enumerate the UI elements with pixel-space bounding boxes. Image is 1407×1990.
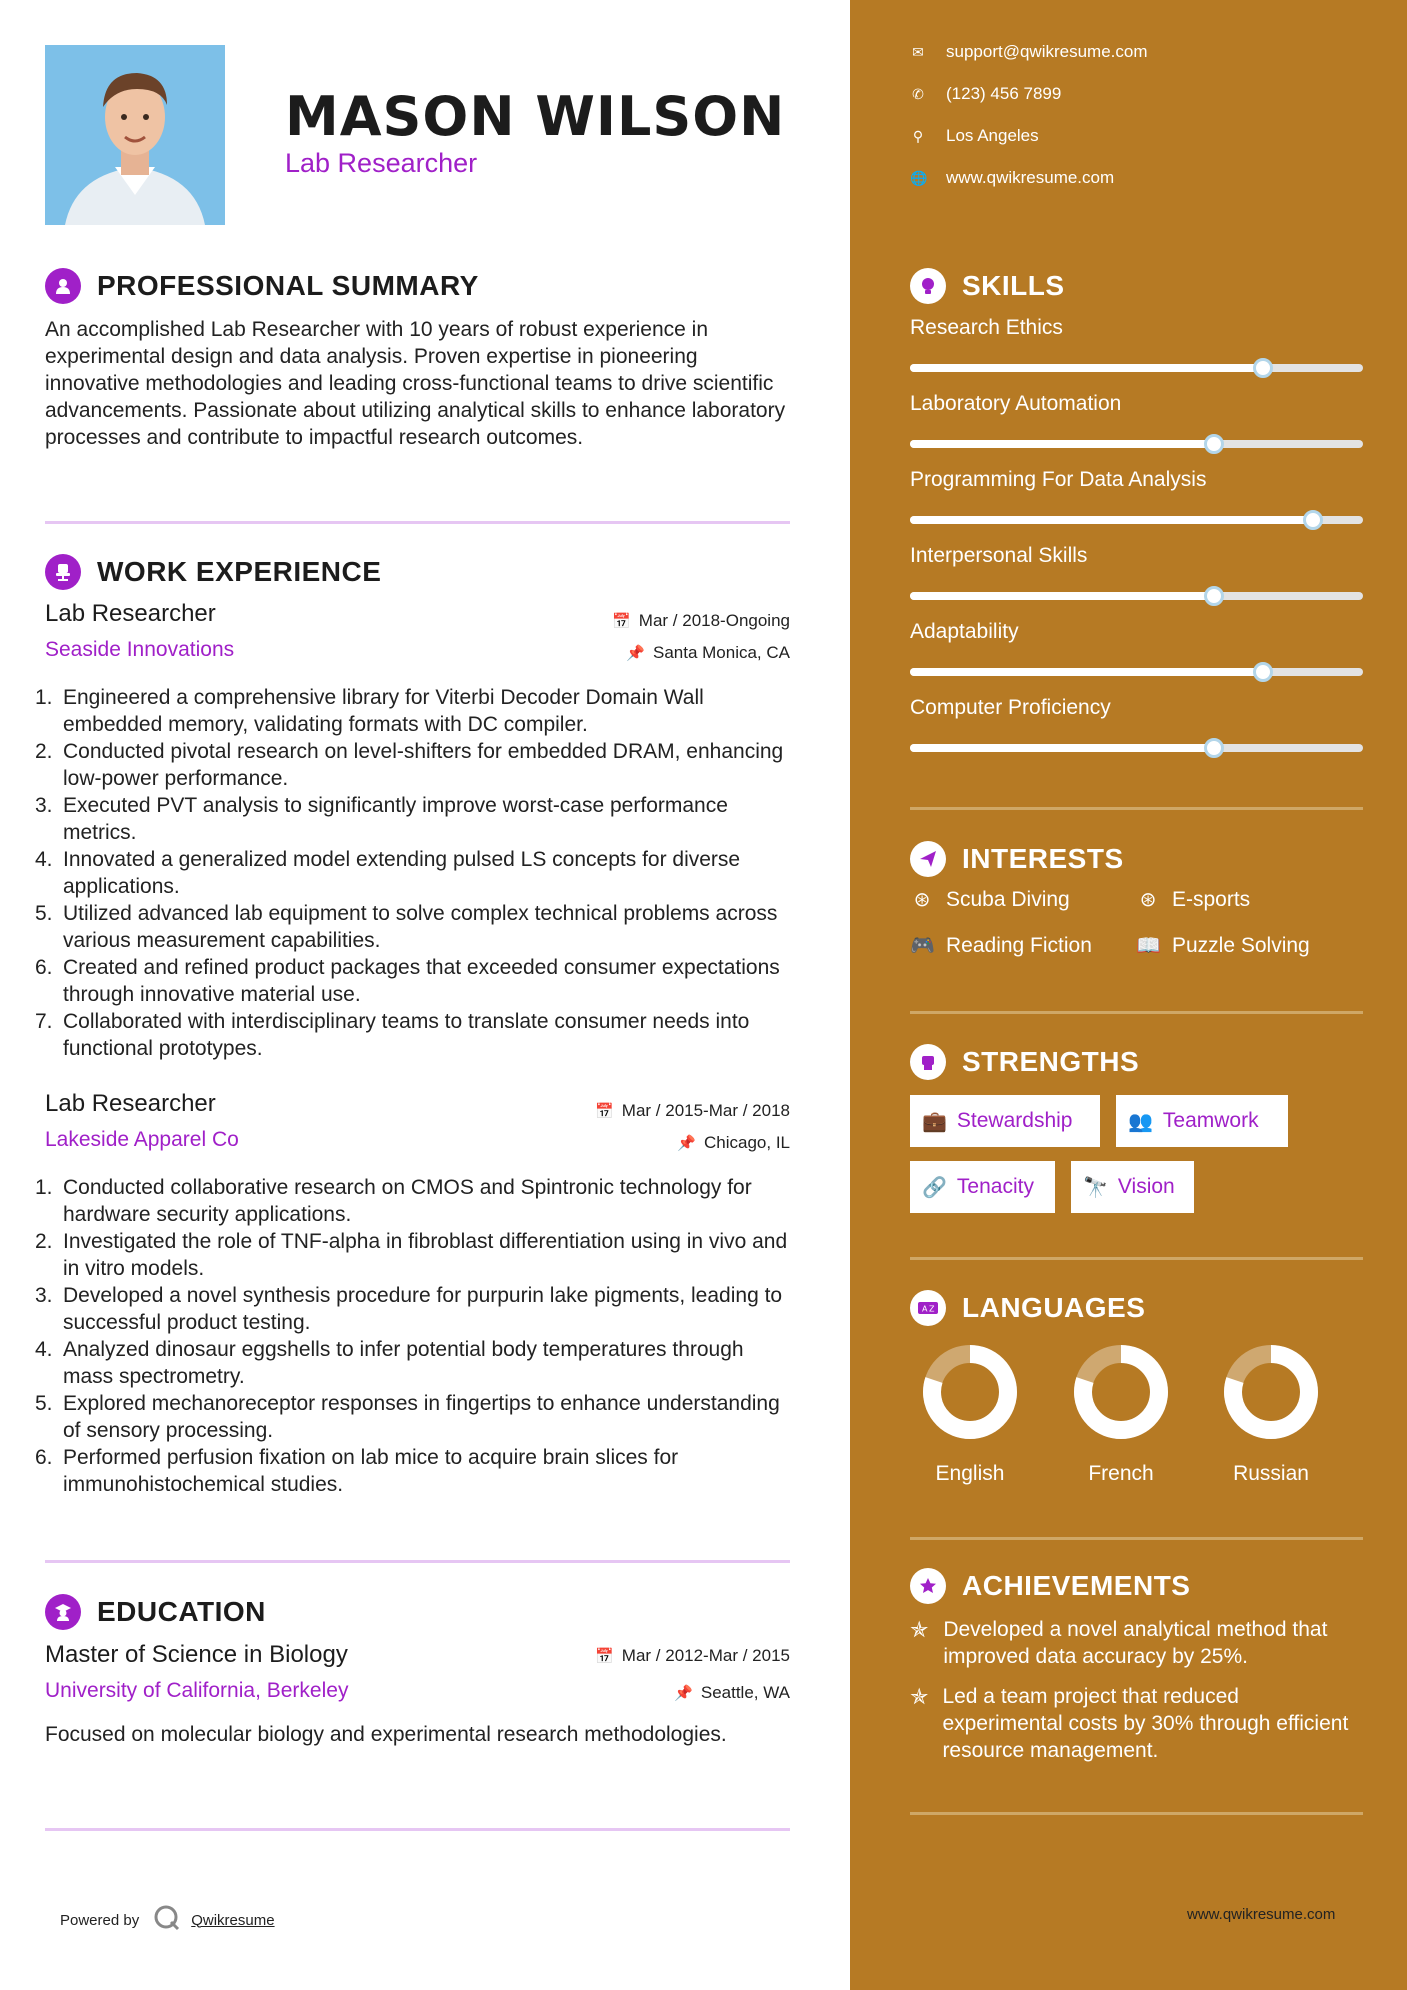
star-badge-icon bbox=[910, 1568, 946, 1604]
interest-item bbox=[1136, 887, 1250, 912]
job-company: Seaside Innovations bbox=[45, 638, 235, 661]
list-item: 5. Explored mechanoreceptor responses in fingertips to enhance understanding of sensory processing. bbox=[35, 1392, 780, 1442]
language-name: English bbox=[935, 1462, 1005, 1485]
achievement-text: Developed a novel analytical method that improved data accuracy by 25%. bbox=[943, 1618, 1328, 1668]
language-item bbox=[1046, 1342, 1196, 1486]
profile-photo bbox=[45, 45, 225, 225]
skill-track bbox=[910, 364, 1363, 372]
strength-badge bbox=[1071, 1161, 1194, 1213]
list-item: 5. Utilized advanced lab equipment to solve complex technical problems across various measurement capabilities. bbox=[35, 902, 778, 952]
divider bbox=[45, 1828, 790, 1831]
languages-heading bbox=[910, 1290, 1145, 1326]
divider bbox=[910, 807, 1363, 810]
job-date bbox=[612, 611, 790, 631]
job-title: Lab Researcher bbox=[45, 1090, 216, 1117]
life-ring-icon: ⊛ bbox=[1139, 889, 1157, 911]
pin-icon: 📌 bbox=[626, 645, 645, 662]
interest-item bbox=[910, 887, 1070, 912]
job-bullets bbox=[35, 1174, 790, 1498]
gamepad-icon: 🎮 bbox=[910, 935, 935, 957]
list-item: 2. Investigated the role of TNF-alpha in fibroblast differentiation using in vivo and in vitro models. bbox=[35, 1230, 788, 1280]
language-item bbox=[1196, 1342, 1346, 1486]
location-text: Los Angeles bbox=[946, 126, 1039, 145]
job-date-text: Mar / 2018-Ongoing bbox=[638, 611, 790, 630]
skill-name: Adaptability bbox=[910, 620, 1019, 643]
skill-item bbox=[910, 392, 1363, 448]
skill-track bbox=[910, 668, 1363, 676]
list-item: 3. Executed PVT analysis to significantly improve worst-case performance metrics. bbox=[35, 794, 728, 844]
qwikresume-logo-icon bbox=[153, 1904, 181, 1936]
divider bbox=[45, 1560, 790, 1563]
calendar-icon: 📅 bbox=[595, 1648, 614, 1665]
achievement-text: Led a team project that reduced experimental costs by 30% through efficient resource management. bbox=[942, 1685, 1349, 1762]
language-ring bbox=[1071, 1342, 1171, 1442]
skill-fill bbox=[910, 744, 1214, 752]
sidebar bbox=[850, 0, 1407, 1990]
skill-item bbox=[910, 468, 1363, 524]
pin-icon: 📌 bbox=[674, 1685, 693, 1702]
achievement-item bbox=[910, 1616, 1363, 1670]
star-icon: ✯ bbox=[910, 1617, 929, 1642]
book-icon: 📖 bbox=[1136, 935, 1161, 957]
skill-slider-knob bbox=[1204, 434, 1224, 454]
list-item: 4. Analyzed dinosaur eggshells to infer potential body temperatures through mass spectrometry. bbox=[35, 1338, 744, 1388]
divider bbox=[910, 1812, 1363, 1815]
briefcase-icon: 💼 bbox=[922, 1110, 947, 1133]
list-item: 1. Engineered a comprehensive library for Viterbi Decoder Domain Wall embedded memory, validating formats with DC compiler. bbox=[35, 686, 704, 736]
strength-badge bbox=[910, 1161, 1055, 1213]
education-location-text: Seattle, WA bbox=[700, 1683, 790, 1702]
job-date bbox=[595, 1101, 790, 1121]
strengths-title: STRENGTHS bbox=[962, 1046, 1140, 1077]
office-chair-icon bbox=[45, 554, 81, 590]
contact-website bbox=[910, 168, 1114, 188]
achievements-title: ACHIEVEMENTS bbox=[962, 1570, 1191, 1601]
list-item: 2. Conducted pivotal research on level-shifters for embedded DRAM, enhancing low-power performance. bbox=[35, 740, 784, 790]
strength-badge bbox=[910, 1095, 1100, 1147]
job-location bbox=[677, 1133, 790, 1153]
life-ring-icon: ⊛ bbox=[913, 889, 931, 911]
job-entry bbox=[35, 1090, 790, 1498]
skill-fill bbox=[910, 592, 1214, 600]
job-company: Lakeside Apparel Co bbox=[45, 1128, 239, 1151]
skill-item bbox=[910, 316, 1363, 372]
contact-phone bbox=[910, 84, 1061, 104]
candidate-name: MASON WILSON bbox=[285, 85, 786, 148]
language-ring bbox=[1221, 1342, 1321, 1442]
map-marker-icon: ⚲ bbox=[912, 127, 924, 144]
interest-label: Reading Fiction bbox=[946, 933, 1092, 957]
graduate-icon bbox=[45, 1594, 81, 1630]
list-item: 7. Collaborated with interdisciplinary teams to translate consumer needs into functional prototypes. bbox=[35, 1010, 750, 1060]
job-date-text: Mar / 2015-Mar / 2018 bbox=[621, 1101, 790, 1120]
strength-label: Stewardship bbox=[956, 1109, 1073, 1132]
divider bbox=[910, 1011, 1363, 1014]
lightbulb-icon bbox=[910, 268, 946, 304]
language-name: French bbox=[1088, 1462, 1154, 1485]
brand-link[interactable]: Qwikresume bbox=[191, 1911, 275, 1929]
skill-name: Laboratory Automation bbox=[910, 392, 1122, 415]
phone-icon: ✆ bbox=[912, 85, 924, 102]
list-item: 3. Developed a novel synthesis procedure for purpurin lake pigments, leading to successful product testing. bbox=[35, 1284, 783, 1334]
list-item: 6. Created and refined product packages that exceeded consumer expectations through innovative material use. bbox=[35, 956, 780, 1006]
skill-fill bbox=[910, 516, 1313, 524]
skill-slider-knob bbox=[1204, 586, 1224, 606]
binoculars-icon: 🔭 bbox=[1083, 1176, 1108, 1199]
skill-slider-knob bbox=[1253, 358, 1273, 378]
contact-email bbox=[910, 42, 1148, 62]
job-location-text: Santa Monica, CA bbox=[652, 643, 790, 662]
star-icon: ✯ bbox=[910, 1684, 929, 1709]
interest-label: Puzzle Solving bbox=[1172, 933, 1310, 957]
education-location bbox=[674, 1683, 790, 1703]
education-heading bbox=[45, 1594, 266, 1630]
skill-name: Computer Proficiency bbox=[910, 696, 1111, 719]
skill-item bbox=[910, 696, 1363, 752]
achievements-heading bbox=[910, 1568, 1190, 1604]
interest-item bbox=[1136, 933, 1310, 958]
list-item: 6. Performed perfusion fixation on lab mice to acquire brain slices for immunohistochemical studies. bbox=[35, 1446, 679, 1496]
divider bbox=[910, 1537, 1363, 1540]
experience-heading bbox=[45, 554, 381, 590]
powered-by bbox=[60, 1904, 275, 1936]
language-name: Russian bbox=[1233, 1462, 1309, 1485]
school: University of California, Berkeley bbox=[45, 1679, 349, 1702]
svg-text:Z: Z bbox=[929, 1304, 935, 1314]
job-title: Lab Researcher bbox=[45, 600, 216, 627]
calendar-icon: 📅 bbox=[595, 1103, 614, 1120]
skill-track bbox=[910, 516, 1363, 524]
education-date-text: Mar / 2012-Mar / 2015 bbox=[621, 1646, 790, 1665]
education-date bbox=[595, 1646, 790, 1666]
skill-track bbox=[910, 592, 1363, 600]
skill-name: Research Ethics bbox=[910, 316, 1063, 339]
link-icon: 🔗 bbox=[922, 1176, 947, 1199]
job-bullets bbox=[35, 684, 790, 1062]
achievement-item bbox=[910, 1683, 1363, 1764]
email-text[interactable]: support@qwikresume.com bbox=[946, 42, 1148, 61]
job-entry bbox=[35, 600, 790, 1062]
language-ring bbox=[920, 1342, 1020, 1442]
education-description: Focused on molecular biology and experimental research methodologies. bbox=[45, 1723, 727, 1746]
globe-icon: 🌐 bbox=[910, 169, 928, 186]
education-title: EDUCATION bbox=[97, 1596, 266, 1627]
skill-track bbox=[910, 440, 1363, 448]
skill-slider-knob bbox=[1204, 738, 1224, 758]
website-text[interactable]: www.qwikresume.com bbox=[946, 168, 1115, 187]
fist-icon bbox=[910, 1044, 946, 1080]
skill-fill bbox=[910, 440, 1214, 448]
skill-item bbox=[910, 620, 1363, 676]
strength-label: Teamwork bbox=[1162, 1109, 1259, 1132]
summary-heading bbox=[45, 268, 479, 304]
strengths-heading bbox=[910, 1044, 1139, 1080]
strength-label: Tenacity bbox=[956, 1175, 1034, 1198]
experience-title: WORK EXPERIENCE bbox=[97, 556, 382, 587]
interests-heading bbox=[910, 841, 1124, 877]
divider bbox=[45, 521, 790, 524]
summary-text: An accomplished Lab Researcher with 10 years of robust experience in experimental design and data analysis. Proven expertise in pioneering innovative methodologies and leading cross-functional teams to drive scientific advancements. Passionate about utilizing analytical skills to enhance laboratory processes and contribute to impactful research outcomes. bbox=[45, 318, 786, 449]
calendar-icon: 📅 bbox=[612, 613, 631, 630]
pin-icon: 📌 bbox=[677, 1135, 696, 1152]
users-icon: 👥 bbox=[1128, 1110, 1153, 1133]
skill-track bbox=[910, 744, 1363, 752]
degree: Master of Science in Biology bbox=[45, 1641, 348, 1668]
interest-item bbox=[910, 933, 1092, 958]
list-item: 4. Innovated a generalized model extending pulsed LS concepts for diverse applications. bbox=[35, 848, 741, 898]
skill-item bbox=[910, 544, 1363, 600]
skill-slider-knob bbox=[1303, 510, 1323, 530]
skill-name: Programming For Data Analysis bbox=[910, 468, 1207, 491]
user-icon bbox=[45, 268, 81, 304]
job-location-text: Chicago, IL bbox=[704, 1133, 790, 1152]
interest-label: E-sports bbox=[1172, 887, 1251, 911]
language-item bbox=[895, 1342, 1045, 1486]
interests-title: INTERESTS bbox=[962, 843, 1124, 874]
education-entry bbox=[45, 1641, 790, 1748]
paper-plane-icon bbox=[910, 841, 946, 877]
strength-badge bbox=[1116, 1095, 1288, 1147]
svg-text:A: A bbox=[922, 1304, 928, 1314]
envelope-icon: ✉ bbox=[912, 43, 924, 60]
summary-title: PROFESSIONAL SUMMARY bbox=[97, 270, 479, 301]
powered-by-label: Powered by bbox=[60, 1911, 140, 1929]
skills-title: SKILLS bbox=[962, 270, 1065, 301]
list-item: 1. Conducted collaborative research on CMOS and Spintronic technology for hardware security applications. bbox=[35, 1176, 752, 1226]
divider bbox=[910, 1257, 1363, 1260]
skill-name: Interpersonal Skills bbox=[910, 544, 1088, 567]
job-location bbox=[626, 643, 790, 663]
interest-label: Scuba Diving bbox=[946, 887, 1070, 911]
languages-title: LANGUAGES bbox=[962, 1292, 1146, 1323]
skills-heading bbox=[910, 268, 1065, 304]
footer-url[interactable]: www.qwikresume.com bbox=[1187, 1906, 1336, 1923]
skill-fill bbox=[910, 364, 1263, 372]
strength-label: Vision bbox=[1117, 1175, 1175, 1198]
candidate-role: Lab Researcher bbox=[285, 148, 478, 178]
contact-location bbox=[910, 126, 1039, 146]
translate-icon bbox=[910, 1290, 946, 1326]
skill-fill bbox=[910, 668, 1263, 676]
skill-slider-knob bbox=[1253, 662, 1273, 682]
phone-text: (123) 456 7899 bbox=[946, 84, 1062, 103]
